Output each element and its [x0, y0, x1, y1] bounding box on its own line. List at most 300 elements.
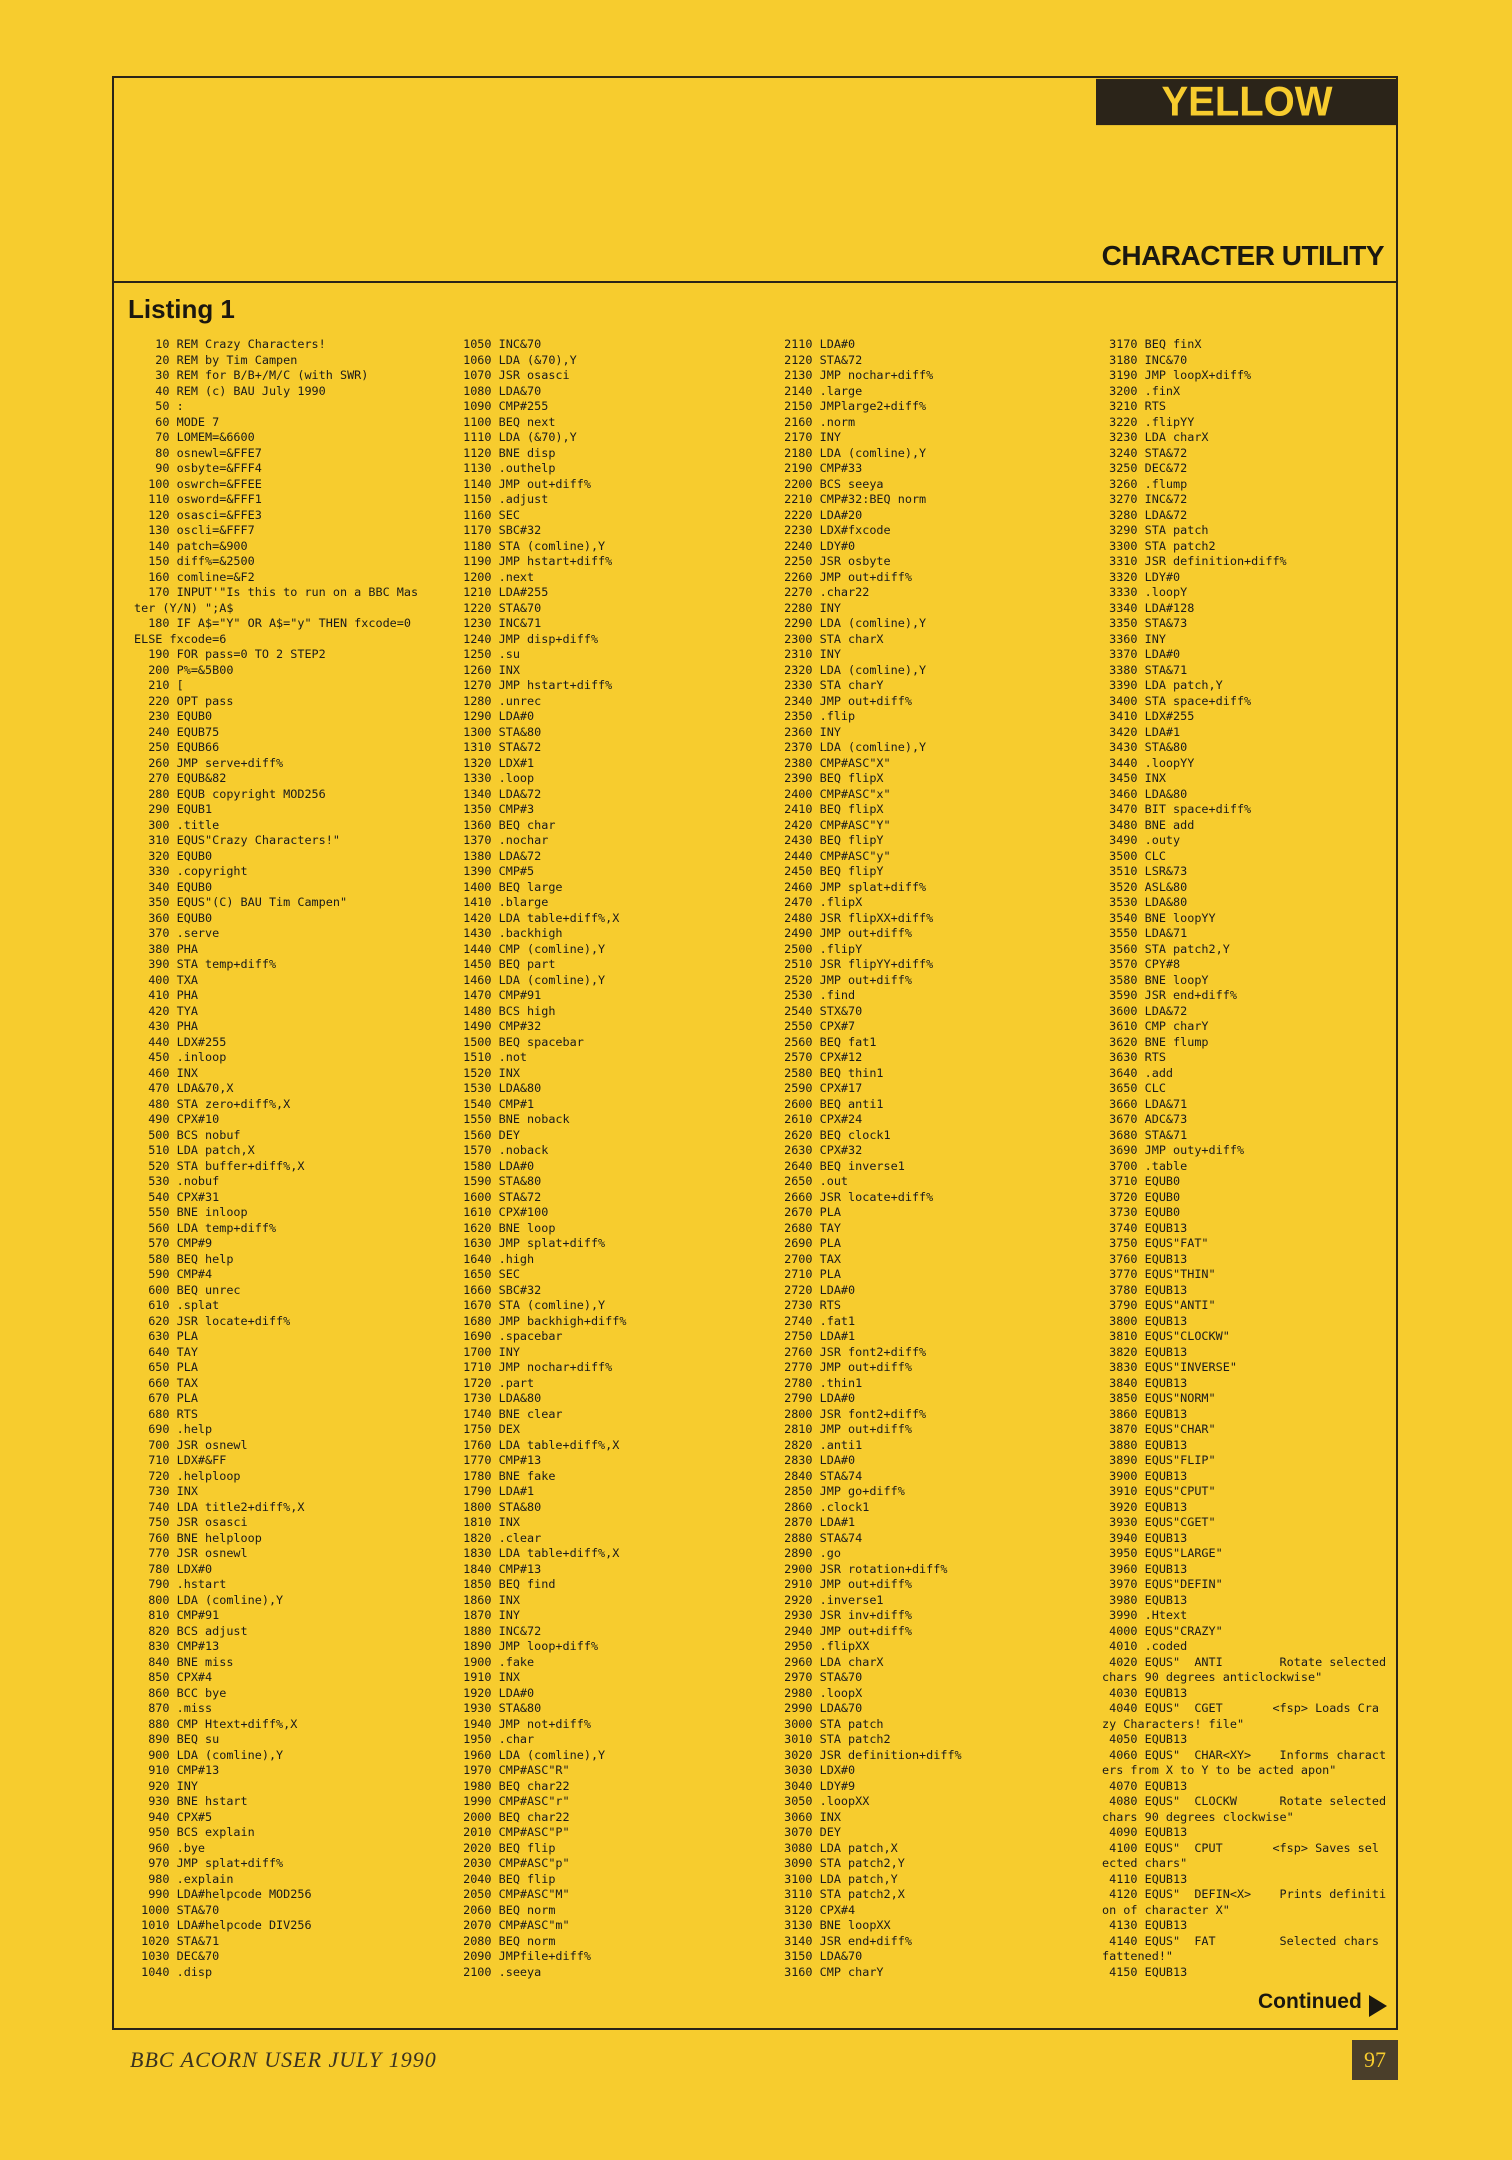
code-line: 1550 BNE noback [456, 1112, 570, 1126]
code-line: 1970 CMP#ASC"R" [456, 1763, 570, 1777]
code-line: 4040 EQUS" CGET <fsp> Loads Cra [1102, 1701, 1379, 1715]
code-line: 3730 EQUB0 [1102, 1205, 1181, 1219]
code-line: 4020 EQUS" ANTI Rotate selected [1102, 1654, 1387, 1669]
code-line: 2710 PLA [777, 1267, 841, 1281]
code-line: 3400 STA space+diff% [1102, 693, 1252, 708]
code-line: 1400 BEQ large [456, 879, 563, 894]
code-line: 200 P%=&5B00 [134, 662, 234, 677]
code-line: 3290 STA patch [1102, 523, 1209, 537]
code-line: 430 PHA [134, 1019, 198, 1033]
code-line: 2930 JSR inv+diff% [777, 1608, 912, 1622]
code-line: 1180 STA (comline),Y [456, 538, 606, 553]
code-line: 3850 EQUS"NORM" [1102, 1391, 1216, 1405]
code-line: 2410 BEQ flipX [777, 802, 884, 816]
code-line: 2840 STA&74 [777, 1468, 863, 1483]
code-line: 470 LDA&70,X [134, 1081, 234, 1095]
code-line: 2020 BEQ flip [456, 1840, 556, 1855]
code-line: 810 CMP#91 [134, 1608, 220, 1622]
code-line: 3380 STA&71 [1102, 662, 1188, 677]
code-line: 3960 EQUB13 [1102, 1561, 1188, 1576]
code-line: chars 90 degrees anticlockwise" [1102, 1670, 1323, 1684]
code-line: 1680 JMP backhigh+diff% [456, 1313, 627, 1328]
code-line: 1380 LDA&72 [456, 848, 542, 863]
code-line: 1730 LDA&80 [456, 1391, 542, 1405]
code-line: 380 PHA [134, 941, 198, 956]
code-line: 480 STA zero+diff%,X [134, 1096, 291, 1111]
code-line: 3670 ADC&73 [1102, 1112, 1188, 1126]
code-line: 3100 LDA patch,Y [777, 1871, 898, 1886]
code-line: 4130 EQUB13 [1102, 1918, 1188, 1932]
code-line: 2340 JMP out+diff% [777, 693, 912, 708]
code-line: 980 .explain [134, 1871, 234, 1886]
code-line: 3690 JMP outy+diff% [1102, 1143, 1245, 1157]
code-line: 1070 JSR osasci [456, 368, 570, 382]
code-line: 4000 EQUS"CRAZY" [1102, 1623, 1223, 1638]
code-line: zy Characters! file" [1102, 1716, 1245, 1731]
code-line: 3710 EQUB0 [1102, 1174, 1181, 1188]
code-line: 90 osbyte=&FFF4 [134, 461, 262, 475]
code-line: 2200 BCS seeya [777, 476, 884, 491]
code-line: 2990 LDA&70 [777, 1701, 863, 1715]
header-divider [112, 281, 1398, 283]
code-line: 2230 LDX#fxcode [777, 523, 891, 537]
code-line: 2460 JMP splat+diff% [777, 879, 927, 894]
code-line: 70 LOMEM=&6600 [134, 430, 255, 444]
code-line: 1700 INY [456, 1344, 520, 1359]
code-line: 870 .miss [134, 1701, 213, 1715]
code-line: 2220 LDA#20 [777, 507, 863, 522]
code-line: 550 BNE inloop [134, 1205, 248, 1219]
code-line: 1530 LDA&80 [456, 1081, 542, 1095]
code-line: 2080 BEQ norm [456, 1933, 556, 1948]
code-line: 2920 .inverse1 [777, 1592, 884, 1607]
code-line: 960 .bye [134, 1840, 206, 1855]
code-line: 2530 .find [777, 988, 856, 1002]
code-line: 2370 LDA (comline),Y [777, 740, 927, 754]
code-line: 1890 JMP loop+diff% [456, 1639, 599, 1653]
code-line: 2030 CMP#ASC"p" [456, 1856, 570, 1870]
code-line: 620 JSR locate+diff% [134, 1313, 291, 1328]
code-line: 4120 EQUS" DEFIN<X> Prints definiti [1102, 1887, 1387, 1901]
code-line: 1240 JMP disp+diff% [456, 631, 599, 646]
code-line: 4030 EQUB13 [1102, 1685, 1188, 1700]
code-line: 3250 DEC&72 [1102, 461, 1188, 475]
continued-arrow-icon [1369, 1995, 1387, 2017]
code-line: 1060 LDA (&70),Y [456, 352, 577, 367]
code-line: 2910 JMP out+diff% [777, 1577, 912, 1591]
code-line: 2960 LDA charX [777, 1654, 884, 1669]
code-line: 3550 LDA&71 [1102, 926, 1188, 940]
code-line: 140 patch=&900 [134, 538, 248, 553]
code-line: 1190 JMP hstart+diff% [456, 554, 613, 568]
code-line: 910 CMP#13 [134, 1763, 220, 1777]
code-line: 4060 EQUS" CHAR<XY> Informs charact [1102, 1747, 1387, 1762]
code-line: 110 osword=&FFF1 [134, 492, 262, 506]
code-line: 3800 EQUB13 [1102, 1313, 1188, 1328]
code-line: 3070 DEY [777, 1825, 841, 1839]
code-line: on of character X" [1102, 1902, 1230, 1917]
code-line: 3770 EQUS"THIN" [1102, 1267, 1216, 1281]
code-line: 2290 LDA (comline),Y [777, 616, 927, 630]
code-line: ected chars" [1102, 1856, 1188, 1870]
code-line: 3990 .Htext [1102, 1608, 1188, 1622]
code-line: 1170 SBC#32 [456, 523, 542, 537]
code-line: 390 STA temp+diff% [134, 957, 277, 971]
code-line: 1950 .char [456, 1732, 535, 1746]
code-line: 3970 EQUS"DEFIN" [1102, 1577, 1223, 1591]
code-line: 990 LDA#helpcode MOD256 [134, 1887, 312, 1901]
code-line: 280 EQUB copyright MOD256 [134, 786, 326, 801]
page-number: 97 [1352, 2040, 1398, 2080]
code-line: 3170 BEQ finX [1102, 337, 1202, 351]
code-line: 320 EQUB0 [134, 848, 213, 863]
code-line: 1590 STA&80 [456, 1174, 542, 1188]
code-line: 1780 BNE fake [456, 1468, 556, 1483]
code-line: 730 INX [134, 1484, 198, 1498]
code-line: 2890 .go [777, 1546, 841, 1560]
code-line: 180 IF A$="Y" OR A$="y" THEN fxcode=0 [134, 616, 411, 630]
code-line: 3330 .loopY [1102, 585, 1188, 599]
code-line: 2060 BEQ norm [456, 1902, 556, 1917]
code-line: 100 oswrch=&FFEE [134, 476, 262, 491]
code-line: 530 .nobuf [134, 1174, 220, 1188]
code-line: 460 INX [134, 1065, 198, 1080]
code-line: 2760 JSR font2+diff% [777, 1344, 927, 1359]
code-line: 1570 .noback [456, 1143, 549, 1157]
code-line: 4090 EQUB13 [1102, 1825, 1188, 1839]
code-line: 3560 STA patch2,Y [1102, 941, 1230, 956]
code-line: 1770 CMP#13 [456, 1453, 542, 1467]
code-line: 2590 CPX#17 [777, 1081, 863, 1095]
code-line: 1200 .next [456, 569, 535, 584]
code-line: 400 TXA [134, 972, 198, 987]
code-line: 3040 LDY#9 [777, 1778, 856, 1793]
code-line: 3320 LDY#0 [1102, 569, 1181, 584]
code-line: 260 JMP serve+diff% [134, 755, 284, 770]
code-line: 2390 BEQ flipX [777, 771, 884, 785]
code-line: 1980 BEQ char22 [456, 1778, 570, 1793]
code-line: 1300 STA&80 [456, 724, 542, 739]
code-line: 1760 LDA table+diff%,X [456, 1437, 620, 1452]
code-line: 2430 BEQ flipY [777, 833, 884, 847]
code-line: 850 CPX#4 [134, 1670, 213, 1684]
code-line: 2550 CPX#7 [777, 1019, 856, 1033]
code-line: 580 BEQ help [134, 1251, 234, 1266]
code-line: ers from X to Y to be acted apon" [1102, 1763, 1337, 1777]
code-line: 1250 .su [456, 647, 520, 661]
code-line: 3120 CPX#4 [777, 1902, 856, 1917]
code-line: 3880 EQUB13 [1102, 1437, 1188, 1452]
code-line: 3820 EQUB13 [1102, 1344, 1188, 1359]
code-line: 3200 .finX [1102, 383, 1181, 398]
code-line: 2350 .flip [777, 709, 856, 723]
code-line: 3080 LDA patch,X [777, 1840, 898, 1855]
code-line: 1840 CMP#13 [456, 1561, 542, 1576]
code-line: 2050 CMP#ASC"M" [456, 1887, 570, 1901]
code-line: 2310 INY [777, 647, 841, 661]
code-line: 1390 CMP#5 [456, 864, 535, 878]
code-line: 3360 INY [1102, 631, 1166, 646]
code-line: 150 diff%=&2500 [134, 554, 255, 568]
code-line: 450 .inloop [134, 1050, 227, 1064]
code-line: 300 .title [134, 817, 220, 832]
code-line: 1230 INC&71 [456, 616, 542, 630]
code-line: 3460 LDA&80 [1102, 786, 1188, 801]
code-line: 600 BEQ unrec [134, 1282, 241, 1297]
code-line: 1790 LDA#1 [456, 1484, 535, 1498]
code-line: 20 REM by Tim Campen [134, 352, 298, 367]
code-line: 3240 STA&72 [1102, 445, 1188, 460]
code-line: 920 INY [134, 1778, 198, 1793]
code-line: 3630 RTS [1102, 1050, 1166, 1064]
code-line: 1720 .part [456, 1375, 535, 1390]
code-line: 3530 LDA&80 [1102, 895, 1188, 909]
code-line: 1830 LDA table+diff%,X [456, 1546, 620, 1560]
code-line: 1320 LDX#1 [456, 755, 535, 770]
code-line: 3610 CMP charY [1102, 1019, 1209, 1033]
code-line: 2690 PLA [777, 1236, 841, 1250]
code-line: 3450 INX [1102, 771, 1166, 785]
code-line: 3060 INX [777, 1809, 841, 1824]
code-line: 840 BNE miss [134, 1654, 234, 1669]
code-line: 4110 EQUB13 [1102, 1871, 1188, 1886]
code-line: 1820 .clear [456, 1530, 542, 1545]
code-line: 1430 .backhigh [456, 926, 563, 940]
code-line: 3370 LDA#0 [1102, 647, 1181, 661]
code-line: 3480 BNE add [1102, 817, 1195, 832]
code-line: 1440 CMP (comline),Y [456, 941, 606, 956]
code-line: 2090 JMPfile+diff% [456, 1949, 591, 1963]
code-line: 4150 EQUB13 [1102, 1964, 1188, 1979]
code-line: 1960 LDA (comline),Y [456, 1747, 606, 1762]
code-line: 50 : [134, 399, 184, 413]
code-line: 1990 CMP#ASC"r" [456, 1794, 570, 1808]
code-line: 2800 JSR font2+diff% [777, 1406, 927, 1421]
code-line: 2280 INY [777, 600, 841, 615]
listing-column-3 [777, 337, 1077, 1980]
code-line: 60 MODE 7 [134, 414, 220, 429]
code-line: 1660 SBC#32 [456, 1282, 542, 1297]
code-line: 340 EQUB0 [134, 879, 213, 894]
code-line: 1500 BEQ spacebar [456, 1034, 584, 1049]
code-line: 2750 LDA#1 [777, 1329, 856, 1343]
code-line: 2190 CMP#33 [777, 461, 863, 475]
code-line: 710 LDX#&FF [134, 1453, 227, 1467]
code-line: 130 oscli=&FFF7 [134, 523, 255, 537]
code-line: 1270 JMP hstart+diff% [456, 678, 613, 692]
code-line: 1520 INX [456, 1065, 520, 1080]
code-line: 3650 CLC [1102, 1081, 1166, 1095]
code-line: 940 CPX#5 [134, 1809, 213, 1824]
code-line: 2330 STA charY [777, 678, 884, 692]
code-line: 3980 EQUB13 [1102, 1592, 1188, 1607]
code-line: 650 PLA [134, 1360, 198, 1374]
code-line: 3890 EQUS"FLIP" [1102, 1453, 1216, 1467]
code-line: 440 LDX#255 [134, 1034, 227, 1049]
code-line: 3930 EQUS"CGET" [1102, 1515, 1216, 1529]
code-line: 3440 .loopYY [1102, 755, 1195, 770]
code-line: fattened!" [1102, 1949, 1174, 1963]
code-line: 1480 BCS high [456, 1003, 556, 1018]
code-line: 80 osnewl=&FFE7 [134, 445, 262, 460]
code-line: 2440 CMP#ASC"y" [777, 848, 891, 863]
code-line: 3210 RTS [1102, 399, 1166, 413]
code-line: 1880 INC&72 [456, 1623, 542, 1638]
code-line: 770 JSR osnewl [134, 1546, 248, 1560]
code-line: 3000 STA patch [777, 1716, 884, 1731]
code-line: 3140 JSR end+diff% [777, 1933, 912, 1948]
code-line: 1490 CMP#32 [456, 1019, 542, 1033]
code-line: 510 LDA patch,X [134, 1143, 255, 1157]
code-line: 1560 DEY [456, 1127, 520, 1142]
code-line: 420 TYA [134, 1003, 198, 1018]
code-line: 3190 JMP loopX+diff% [1102, 368, 1252, 382]
code-line: 2300 STA charX [777, 631, 884, 646]
code-line: 800 LDA (comline),Y [134, 1592, 284, 1607]
code-line: 3110 STA patch2,X [777, 1887, 905, 1901]
code-line: 2100 .seeya [456, 1964, 542, 1979]
code-line: 1090 CMP#255 [456, 399, 549, 413]
code-line: 1810 INX [456, 1515, 520, 1529]
code-line: 2900 JSR rotation+diff% [777, 1561, 948, 1576]
code-line: 2620 BEQ clock1 [777, 1127, 891, 1142]
code-line: 1020 STA&71 [134, 1933, 220, 1948]
code-line: 2150 JMPlarge2+diff% [777, 399, 927, 413]
code-line: 2970 STA&70 [777, 1670, 863, 1684]
code-line: 970 JMP splat+diff% [134, 1856, 284, 1870]
code-line: 1580 LDA#0 [456, 1158, 535, 1173]
code-line: 820 BCS adjust [134, 1623, 248, 1638]
code-line: 350 EQUS"(C) BAU Tim Campen" [134, 895, 348, 909]
code-line: 2780 .thin1 [777, 1375, 863, 1390]
code-line: 270 EQUB&82 [134, 771, 227, 785]
code-line: 250 EQUB66 [134, 740, 220, 754]
code-line: 3500 CLC [1102, 848, 1166, 863]
code-line: 2500 .flipY [777, 941, 863, 956]
code-line: 2160 .norm [777, 414, 856, 429]
code-line: 3700 .table [1102, 1158, 1188, 1173]
code-line: 40 REM (c) BAU July 1990 [134, 383, 326, 398]
code-line: 740 LDA title2+diff%,X [134, 1499, 305, 1514]
code-line: 1280 .unrec [456, 693, 542, 708]
code-line: 1330 .loop [456, 771, 535, 785]
code-line: 490 CPX#10 [134, 1112, 220, 1126]
code-line: 1120 BNE disp [456, 445, 556, 460]
footer-publication: BBC ACORN USER JULY 1990 [130, 2047, 437, 2072]
code-line: 1850 BEQ find [456, 1577, 556, 1591]
code-line: 1870 INY [456, 1608, 520, 1622]
code-line: 1140 JMP out+diff% [456, 476, 591, 491]
code-line: 1510 .not [456, 1050, 528, 1064]
code-line: 1650 SEC [456, 1267, 520, 1281]
code-line: 3570 CPY#8 [1102, 957, 1181, 971]
code-line: 4100 EQUS" CPUT <fsp> Saves sel [1102, 1840, 1379, 1855]
code-line: 1900 .fake [456, 1654, 535, 1669]
code-line: 700 JSR osnewl [134, 1437, 248, 1452]
code-line: 760 BNE helploop [134, 1530, 262, 1545]
code-line: 2000 BEQ char22 [456, 1809, 570, 1824]
code-line: 2820 .anti1 [777, 1437, 863, 1452]
code-line: 1910 INX [456, 1670, 520, 1684]
code-line: 3790 EQUS"ANTI" [1102, 1298, 1216, 1312]
code-line: 220 OPT pass [134, 693, 234, 708]
code-line: 630 PLA [134, 1329, 198, 1343]
code-line: 1220 STA&70 [456, 600, 542, 615]
code-line: 160 comline=&F2 [134, 569, 255, 584]
code-line: 2660 JSR locate+diff% [777, 1189, 934, 1204]
code-line: 2810 JMP out+diff% [777, 1422, 912, 1436]
code-line: 2650 .out [777, 1174, 849, 1188]
code-line: 4070 EQUB13 [1102, 1778, 1188, 1793]
code-line: 3180 INC&70 [1102, 352, 1188, 367]
code-line: 500 BCS nobuf [134, 1127, 241, 1142]
code-line: 2610 CPX#24 [777, 1112, 863, 1126]
code-line: 3950 EQUS"LARGE" [1102, 1546, 1223, 1560]
code-line: 1620 BNE loop [456, 1220, 556, 1235]
code-line: 1290 LDA#0 [456, 709, 535, 723]
code-line: 290 EQUB1 [134, 802, 213, 816]
code-line: 790 .hstart [134, 1577, 227, 1591]
code-line: 170 INPUT'"Is this to run on a BBC Mas [134, 585, 419, 599]
code-line: 3620 BNE flump [1102, 1034, 1209, 1049]
code-line: 720 .helploop [134, 1468, 241, 1483]
code-line: 2720 LDA#0 [777, 1282, 856, 1297]
code-line: 2950 .flipXX [777, 1639, 870, 1653]
code-line: 890 BEQ su [134, 1732, 220, 1746]
code-line: 3840 EQUB13 [1102, 1375, 1188, 1390]
code-line: 2790 LDA#0 [777, 1391, 856, 1405]
code-line: 2540 STX&70 [777, 1003, 863, 1018]
code-line: 3510 LSR&73 [1102, 864, 1188, 878]
code-line: 120 osasci=&FFE3 [134, 507, 262, 522]
code-line: 3010 STA patch2 [777, 1732, 891, 1746]
code-line: 2040 BEQ flip [456, 1871, 556, 1886]
code-line: 3130 BNE loopXX [777, 1918, 891, 1932]
code-line: 880 CMP Htext+diff%,X [134, 1716, 298, 1731]
code-line: 3260 .flump [1102, 476, 1188, 491]
code-line: 2480 JSR flipXX+diff% [777, 910, 934, 925]
section-title: CHARACTER UTILITY [1101, 240, 1384, 271]
code-line: 1340 LDA&72 [456, 786, 542, 801]
code-line: 570 CMP#9 [134, 1236, 213, 1250]
code-line: 2830 LDA#0 [777, 1453, 856, 1467]
code-line: 3940 EQUB13 [1102, 1530, 1188, 1545]
code-line: 540 CPX#31 [134, 1189, 220, 1204]
code-line: ELSE fxcode=6 [134, 631, 227, 646]
listing-title: Listing 1 [128, 294, 235, 324]
listing-column-1 [134, 337, 434, 1980]
code-line: 410 PHA [134, 988, 198, 1002]
code-line: 1360 BEQ char [456, 817, 556, 832]
continued-label: Continued [1258, 1990, 1362, 2013]
code-line: 30 REM for B/B+/M/C (with SWR) [134, 368, 369, 382]
code-line: 3030 LDX#0 [777, 1763, 856, 1777]
code-line: 1010 LDA#helpcode DIV256 [134, 1918, 312, 1932]
code-line: 3870 EQUS"CHAR" [1102, 1422, 1216, 1436]
code-line: 3900 EQUB13 [1102, 1468, 1188, 1483]
code-line: 2070 CMP#ASC"m" [456, 1918, 570, 1932]
code-line: 3750 EQUS"FAT" [1102, 1236, 1209, 1250]
code-line: 1800 STA&80 [456, 1499, 542, 1514]
code-line: 1410 .blarge [456, 895, 549, 909]
code-line: 690 .help [134, 1422, 213, 1436]
code-line: 2210 CMP#32:BEQ norm [777, 492, 927, 506]
code-line: 3830 EQUS"INVERSE" [1102, 1360, 1237, 1374]
code-line: 4050 EQUB13 [1102, 1732, 1188, 1746]
code-line: 3470 BIT space+diff% [1102, 802, 1252, 816]
code-line: 1610 CPX#100 [456, 1205, 549, 1219]
code-line: 3390 LDA patch,Y [1102, 678, 1223, 692]
